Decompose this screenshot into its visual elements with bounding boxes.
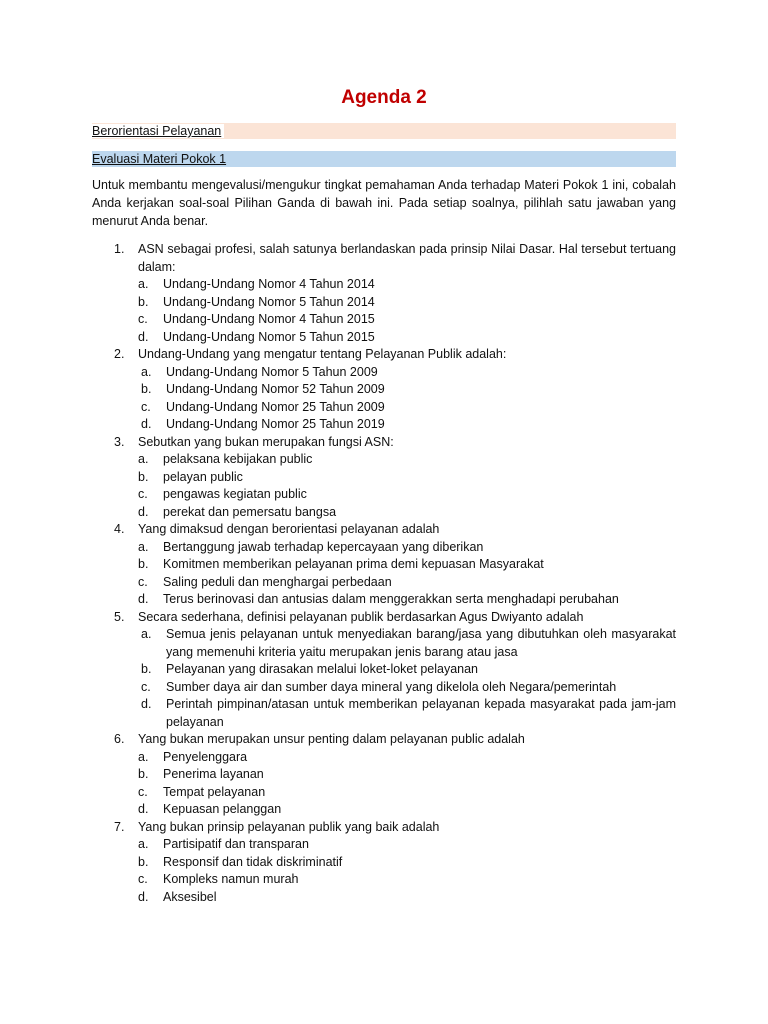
option-text: pelayan public [163, 469, 243, 484]
option-text: Semua jenis pelayanan untuk menyediakan barang/jasa yang dibutuhkan oleh masyarakat yang memenuhi kriteria yaitu merupakan jenis barang atau jasa [166, 627, 676, 659]
option-text: Aksesibel [163, 889, 217, 904]
answer-option [138, 556, 676, 574]
question-number: 1. [114, 242, 125, 256]
question-item [92, 819, 676, 907]
question-item [92, 609, 676, 732]
question-text: Sebutkan yang bukan merupakan fungsi ASN: [138, 434, 394, 449]
answer-option [138, 329, 676, 347]
answer-option [138, 311, 676, 329]
answer-option [138, 451, 676, 469]
option-text: Penyelenggara [163, 749, 248, 764]
option-letter: d. [138, 504, 149, 519]
option-text: Komitmen memberikan pelayanan prima demi kepuasan Masyarakat [163, 557, 544, 571]
option-text: Undang-Undang Nomor 4 Tahun 2015 [163, 312, 375, 326]
option-text: Saling peduli dan menghargai perbedaan [163, 574, 392, 589]
option-text: Pelayanan yang dirasakan melalui loket-loket pelayanan [166, 662, 479, 676]
answer-option [138, 696, 676, 731]
option-text: Penerima layanan [163, 767, 264, 781]
answer-option [138, 871, 676, 889]
question-number: 2. [114, 347, 125, 361]
answer-option [138, 381, 676, 399]
answer-option [138, 679, 676, 697]
option-text: Sumber daya air dan sumber daya mineral yang dikelola oleh Negara/pemerintah [166, 679, 617, 694]
answer-option [138, 801, 676, 819]
question-item [92, 521, 676, 609]
option-text: Terus berinovasi dan antusias dalam menggerakkan serta menghadapi perubahan [163, 592, 619, 606]
answer-option [138, 469, 676, 487]
option-list [138, 749, 676, 819]
option-text: Perintah pimpinan/atasan untuk memberikan pelayanan kepada masyarakat pada jam-jam pelayanan [166, 697, 676, 729]
question-list [92, 241, 676, 906]
answer-option [138, 486, 676, 504]
question-text: Yang dimaksud dengan berorientasi pelayanan adalah [138, 522, 440, 536]
option-letter: d. [138, 592, 149, 606]
option-letter: c. [138, 487, 148, 501]
answer-option [138, 364, 676, 382]
question-number: 3. [114, 434, 125, 449]
page-title: Agenda 2 [341, 87, 427, 108]
option-letter: b. [138, 854, 149, 869]
question-number: 5. [114, 609, 125, 624]
option-letter: d. [141, 697, 152, 711]
question-number: 4. [114, 522, 125, 536]
option-letter: b. [138, 469, 149, 484]
answer-option [138, 626, 676, 661]
question-item [92, 434, 676, 522]
option-text: Undang-Undang Nomor 5 Tahun 2009 [166, 364, 378, 379]
section-heading: Berorientasi Pelayanan [92, 124, 224, 138]
option-letter: b. [138, 294, 149, 309]
option-letter: a. [138, 749, 149, 764]
question-item [92, 731, 676, 819]
option-list [138, 836, 676, 906]
section-heading-band [92, 123, 676, 139]
answer-option [138, 854, 676, 872]
subsection-heading: Evaluasi Materi Pokok 1 [92, 152, 227, 166]
option-letter: d. [141, 417, 152, 431]
option-letter: c. [138, 872, 148, 886]
answer-option [138, 539, 676, 557]
answer-option [138, 416, 676, 434]
option-letter: c. [141, 679, 151, 694]
option-text: Responsif dan tidak diskriminatif [163, 854, 343, 869]
answer-option [138, 591, 676, 609]
option-text: Undang-Undang Nomor 5 Tahun 2014 [163, 294, 375, 309]
option-text: perekat dan pemersatu bangsa [163, 504, 337, 519]
option-letter: d. [138, 802, 149, 816]
question-item [92, 346, 676, 434]
question-text: ASN sebagai profesi, salah satunya berlandaskan pada prinsip Nilai Dasar. Hal tersebut tertuang dalam: [138, 242, 676, 274]
subsection-heading-band [92, 151, 676, 167]
option-text: pelaksana kebijakan public [163, 452, 313, 466]
option-text: Undang-Undang Nomor 4 Tahun 2014 [163, 277, 375, 291]
answer-option [138, 784, 676, 802]
option-text: Bertanggung jawab terhadap kepercayaan yang diberikan [163, 539, 484, 554]
question-text: Yang bukan prinsip pelayanan publik yang baik adalah [138, 819, 440, 834]
option-letter: a. [138, 837, 149, 851]
answer-option [138, 574, 676, 592]
option-letter: a. [138, 539, 149, 554]
option-list [138, 626, 676, 731]
option-text: Kepuasan pelanggan [163, 802, 282, 816]
option-letter: a. [138, 452, 149, 466]
answer-option [138, 749, 676, 767]
option-text: Undang-Undang Nomor 52 Tahun 2009 [166, 382, 385, 396]
option-letter: b. [138, 557, 149, 571]
option-letter: d. [138, 329, 149, 344]
question-item [92, 241, 676, 346]
intro-paragraph: Untuk membantu mengevalusi/mengukur tingkat pemahaman Anda terhadap Materi Pokok 1 ini, cobalah Anda kerjakan soal-soal Pilihan Ganda di bawah ini. Pada setiap soalnya, pilihlah satu jawaban yang menurut Anda benar. [92, 178, 676, 228]
question-text: Undang-Undang yang mengatur tentang Pelayanan Publik adalah: [138, 347, 507, 361]
option-letter: c. [138, 312, 148, 326]
option-list [138, 276, 676, 346]
option-text: Partisipatif dan transparan [163, 837, 309, 851]
answer-option [138, 399, 676, 417]
question-text: Secara sederhana, definisi pelayanan publik berdasarkan Agus Dwiyanto adalah [138, 609, 584, 624]
option-letter: c. [138, 574, 148, 589]
answer-option [138, 661, 676, 679]
option-letter: b. [141, 662, 152, 676]
option-text: Undang-Undang Nomor 25 Tahun 2019 [166, 417, 385, 431]
option-letter: c. [138, 784, 148, 799]
question-number: 7. [114, 819, 125, 834]
answer-option [138, 276, 676, 294]
option-letter: c. [141, 399, 151, 414]
question-text: Yang bukan merupakan unsur penting dalam pelayanan public adalah [138, 732, 525, 746]
option-list [138, 451, 676, 521]
question-number: 6. [114, 732, 125, 746]
option-letter: d. [138, 889, 149, 904]
option-text: Tempat pelayanan [163, 784, 266, 799]
option-letter: a. [141, 627, 152, 641]
option-letter: b. [138, 767, 149, 781]
option-list [138, 539, 676, 609]
option-text: Undang-Undang Nomor 25 Tahun 2009 [166, 399, 385, 414]
answer-option [138, 504, 676, 522]
option-text: Kompleks namun murah [163, 872, 299, 886]
answer-option [138, 889, 676, 907]
option-letter: a. [138, 277, 149, 291]
option-letter: b. [141, 382, 152, 396]
option-list [138, 364, 676, 434]
answer-option [138, 294, 676, 312]
answer-option [138, 766, 676, 784]
option-text: Undang-Undang Nomor 5 Tahun 2015 [163, 329, 375, 344]
option-text: pengawas kegiatan public [163, 487, 307, 501]
option-letter: a. [141, 364, 152, 379]
answer-option [138, 836, 676, 854]
